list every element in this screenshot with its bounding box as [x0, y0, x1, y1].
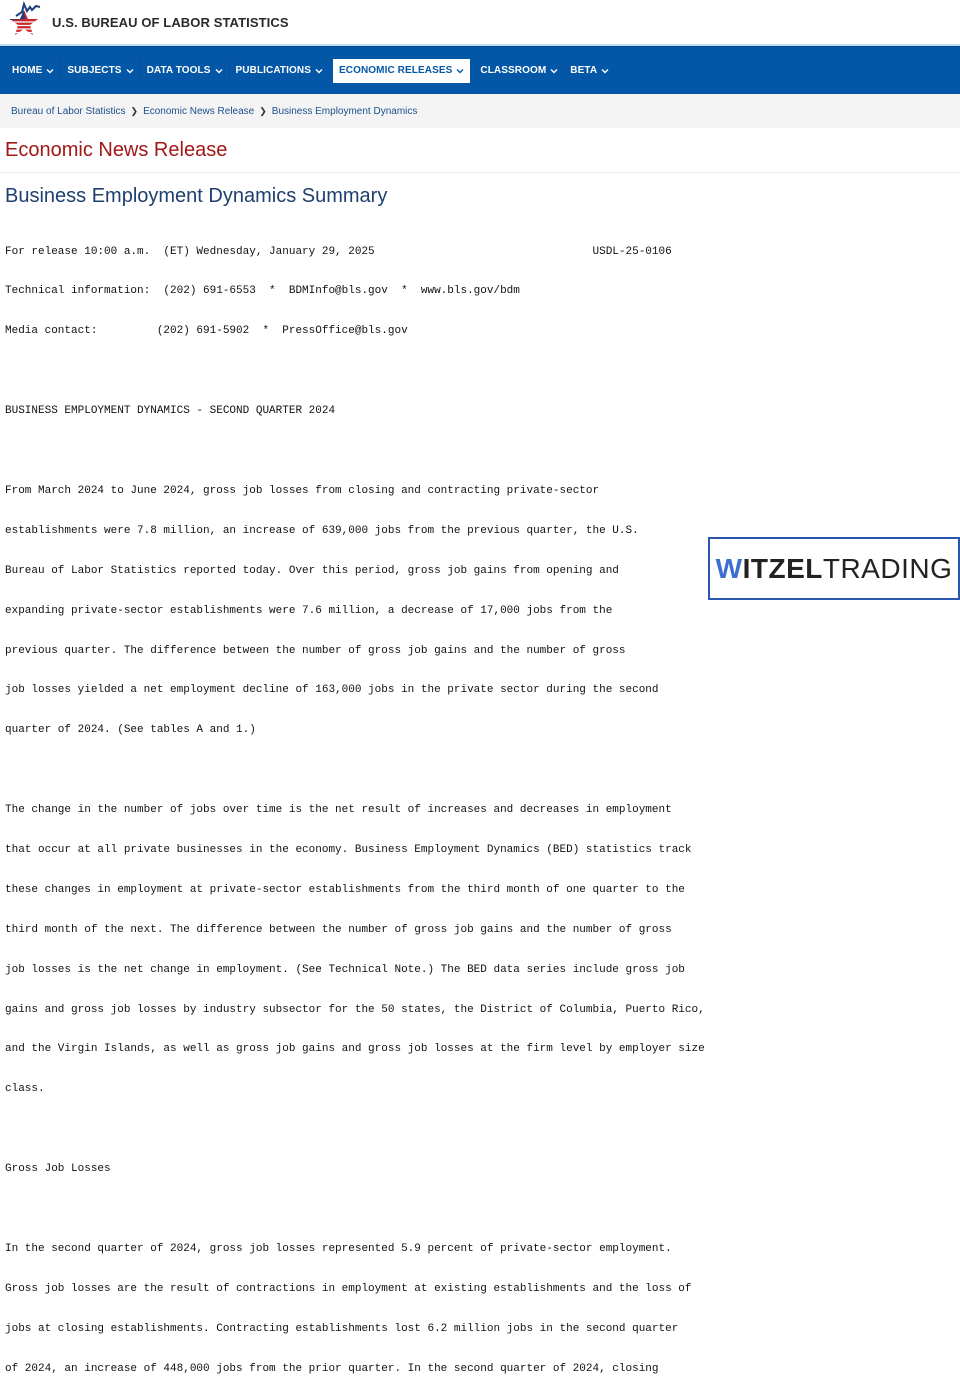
chevron-down-icon: [46, 67, 54, 75]
witzel-trading-watermark: [708, 537, 960, 600]
paragraph-line: that occur at all private businesses in the economy. Business Employment Dynamics (BED) statistics track: [5, 843, 692, 856]
release-text: [5, 219, 705, 1389]
release-title: Business Employment Dynamics Summary: [5, 185, 388, 207]
release-heading: BUSINESS EMPLOYMENT DYNAMICS - SECOND QUARTER 2024: [5, 405, 336, 418]
masthead: [0, 0, 960, 46]
paragraph-line: The change in the number of jobs over time is the net result of increases and decreases in employment: [5, 804, 672, 817]
paragraph-line: In the second quarter of 2024, gross job losses represented 5.9 percent of private-sector employment.: [5, 1242, 672, 1255]
blank-line: [5, 764, 705, 777]
page-title: Economic News Release: [5, 139, 228, 161]
agency-name[interactable]: U.S. BUREAU OF LABOR STATISTICS: [52, 14, 289, 30]
paragraph-line: From March 2024 to June 2024, gross job losses from closing and contracting private-sector: [5, 484, 600, 497]
breadcrumb-bls[interactable]: Bureau of Labor Statistics: [11, 105, 126, 117]
paragraph-line: Bureau of Labor Statistics reported today. Over this period, gross job gains from opening and: [5, 564, 619, 577]
breadcrumb-economic-news-release[interactable]: Economic News Release: [143, 105, 255, 117]
paragraph-line: of 2024, an increase of 448,000 jobs from the prior quarter. In the second quarter of 2024, closing: [5, 1362, 659, 1375]
media-contact-line: Media contact: (202) 691-5902 * PressOffice@bls.gov: [5, 325, 408, 338]
paragraph-line: establishments were 7.8 million, an increase of 639,000 jobs from the previous quarter, the U.S.: [5, 524, 639, 537]
divider: [0, 172, 960, 173]
nav-label: CLASSROOM: [480, 65, 547, 76]
nav-label: SUBJECTS: [67, 65, 122, 76]
paragraph-line: these changes in employment at private-sector establishments from the third month of one quarter to the: [5, 883, 685, 896]
release-header-line: For release 10:00 a.m. (ET) Wednesday, January 29, 2025 USDL-25-0106: [5, 245, 672, 258]
watermark-bold: ITZEL: [742, 552, 823, 584]
breadcrumb-business-employment-dynamics[interactable]: Business Employment Dynamics: [271, 105, 418, 117]
section-heading-gross-job-losses: Gross Job Losses: [5, 1163, 111, 1176]
main-nav: [0, 46, 960, 94]
nav-publications[interactable]: [230, 59, 329, 83]
nav-data-tools[interactable]: [141, 59, 230, 83]
blank-line: [5, 445, 705, 458]
nav-label: HOME: [12, 65, 43, 76]
breadcrumb: [0, 94, 960, 128]
watermark-light: TRADING: [822, 552, 953, 584]
paragraph-line: job losses is the net change in employment. (See Technical Note.) The BED data series include gross job: [5, 963, 685, 976]
nav-label: DATA TOOLS: [146, 65, 211, 76]
paragraph-line: class.: [5, 1083, 45, 1096]
chevron-down-icon: [601, 67, 609, 75]
paragraph-line: quarter of 2024. (See tables A and 1.): [5, 724, 256, 737]
paragraph-line: gains and gross job losses by industry subsector for the 50 states, the District of Columbia, Puerto Rico,: [5, 1003, 705, 1016]
nav-label: BETA: [570, 65, 598, 76]
paragraph-line: third month of the next. The difference between the number of gross job gains and the number of gross: [5, 923, 672, 936]
paragraph-line: previous quarter. The difference between the number of gross job gains and the number of gross: [5, 644, 626, 657]
nav-economic-releases[interactable]: [333, 59, 470, 83]
paragraph-line: expanding private-sector establishments were 7.6 million, a decrease of 17,000 jobs from the: [5, 604, 613, 617]
watermark-w: W: [715, 552, 743, 584]
chevron-down-icon: [215, 67, 223, 75]
paragraph-line: Gross job losses are the result of contractions in employment at existing establishments and the loss of: [5, 1282, 692, 1295]
nav-beta[interactable]: [564, 59, 615, 83]
chevron-down-icon: [456, 67, 464, 75]
bls-star-logo-icon[interactable]: [4, 2, 44, 42]
chevron-down-icon: [126, 67, 134, 75]
chevron-right-icon: ❯: [259, 105, 267, 116]
blank-line: [5, 365, 705, 378]
watermark-text: [716, 553, 953, 585]
nav-classroom[interactable]: [474, 59, 564, 83]
blank-line: [5, 1123, 705, 1136]
chevron-down-icon: [550, 67, 558, 75]
chevron-down-icon: [315, 67, 323, 75]
nav-home[interactable]: [6, 59, 61, 83]
blank-line: [5, 1203, 705, 1216]
nav-label: ECONOMIC RELEASES: [339, 65, 453, 76]
chevron-right-icon: ❯: [130, 105, 139, 116]
paragraph-line: and the Virgin Islands, as well as gross job gains and gross job losses at the firm level by employer size: [5, 1043, 705, 1056]
nav-subjects[interactable]: [61, 59, 140, 83]
nav-label: PUBLICATIONS: [235, 65, 311, 76]
technical-info-line: Technical information: (202) 691-6553 * BDMInfo@bls.gov * www.bls.gov/bdm: [5, 285, 520, 298]
paragraph-line: job losses yielded a net employment decline of 163,000 jobs in the private sector during the second: [5, 684, 659, 697]
paragraph-line: jobs at closing establishments. Contracting establishments lost 6.2 million jobs in the second quarter: [5, 1322, 679, 1335]
